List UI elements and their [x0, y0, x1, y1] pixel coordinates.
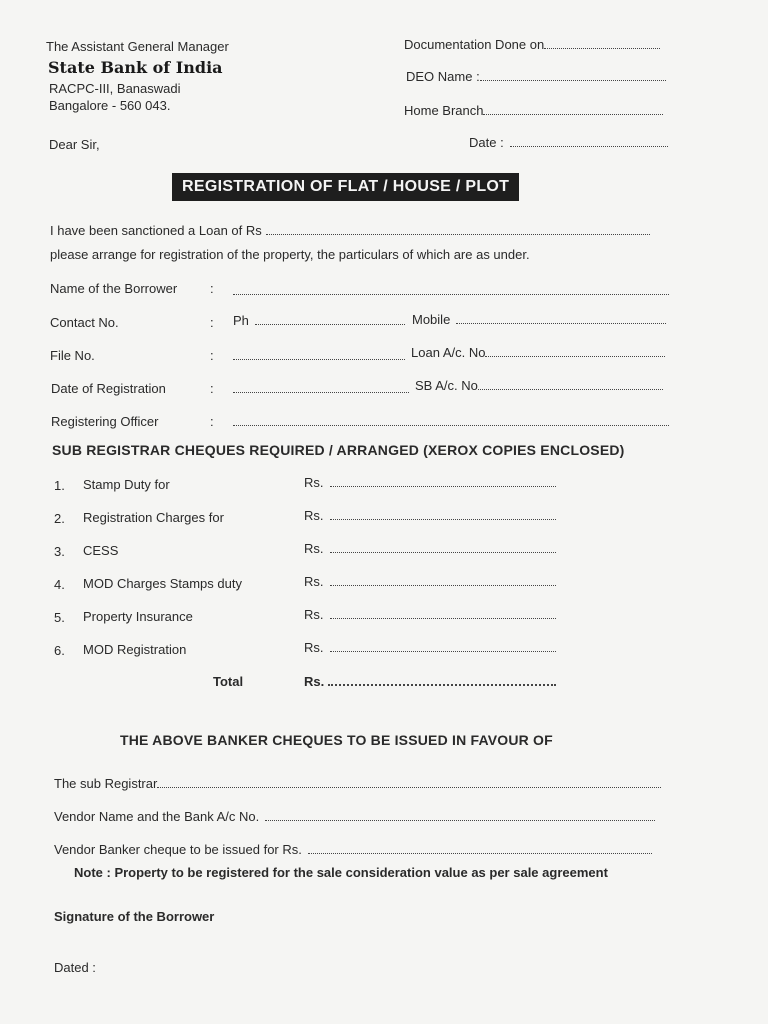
cheque-item-label: MOD Registration — [83, 642, 187, 657]
date-registration-blank[interactable] — [233, 381, 409, 393]
loan-ac-blank[interactable] — [485, 345, 665, 357]
deo-name-blank[interactable] — [480, 69, 666, 81]
mobile-field[interactable] — [412, 312, 666, 327]
vendor-blank[interactable] — [265, 809, 655, 821]
currency-label: Rs. — [304, 508, 324, 523]
addressee-line1: The Assistant General Manager — [46, 39, 229, 54]
borrower-colon: : — [210, 281, 214, 296]
cheque-item-amount[interactable] — [304, 607, 556, 622]
vendor-cheque-blank[interactable] — [308, 842, 652, 854]
sb-ac-blank[interactable] — [478, 378, 663, 390]
documentation-label: Documentation Done on — [404, 37, 545, 52]
signature-label: Signature of the Borrower — [54, 909, 215, 924]
amount-blank[interactable] — [330, 541, 556, 553]
amount-blank[interactable] — [330, 607, 556, 619]
cheque-item-amount[interactable] — [304, 640, 556, 655]
bank-name: State Bank of India — [48, 58, 223, 77]
vendor-label: Vendor Name and the Bank A/c No. — [54, 809, 260, 824]
borrower-blank[interactable] — [233, 283, 669, 295]
phone-label: Ph — [233, 313, 249, 328]
borrower-label: Name of the Borrower — [50, 281, 178, 296]
contact-label: Contact No. — [50, 315, 119, 330]
phone-blank[interactable] — [255, 313, 405, 325]
loan-ac-field[interactable] — [411, 345, 665, 360]
sub-registrar-blank[interactable] — [157, 776, 661, 788]
file-no-label: File No. — [50, 348, 95, 363]
sb-ac-label: SB A/c. No — [415, 378, 478, 393]
deo-name-field[interactable] — [406, 69, 666, 84]
cheque-item-label: Property Insurance — [83, 609, 193, 624]
registering-officer-blank[interactable] — [233, 414, 669, 426]
registering-officer-colon: : — [210, 414, 214, 429]
cheques-heading: SUB REGISTRAR CHEQUES REQUIRED / ARRANGED (XEROX COPIES ENCLOSED) — [52, 442, 625, 458]
phone-field[interactable] — [233, 313, 405, 328]
note-text: Note : Property to be registered for the sale consideration value as per sale agreement — [74, 865, 608, 880]
home-branch-label: Home Branch — [404, 103, 484, 118]
cheque-item-amount[interactable] — [304, 574, 556, 589]
cheque-item-num: 1. — [54, 478, 65, 493]
documentation-blank[interactable] — [544, 37, 660, 49]
amount-blank[interactable] — [330, 475, 556, 487]
addressee-line4: Bangalore - 560 043. — [49, 98, 171, 113]
loan-amount-label: I have been sanctioned a Loan of Rs — [50, 223, 262, 238]
cheque-item-num: 5. — [54, 610, 65, 625]
vendor-field[interactable] — [54, 809, 655, 824]
cheque-item-label: MOD Charges Stamps duty — [83, 576, 242, 591]
loan-amount-blank[interactable] — [266, 223, 650, 235]
registering-officer-label: Registering Officer — [51, 414, 159, 429]
mobile-label: Mobile — [412, 312, 451, 327]
home-branch-blank[interactable] — [483, 103, 663, 115]
cheque-item-label: Registration Charges for — [83, 510, 224, 525]
currency-label: Rs. — [304, 475, 324, 490]
deo-name-label: DEO Name : — [406, 69, 480, 84]
loan-ac-label: Loan A/c. No — [411, 345, 486, 360]
currency-label: Rs. — [304, 607, 324, 622]
file-no-colon: : — [210, 348, 214, 363]
file-no-blank[interactable] — [233, 348, 405, 360]
currency-label: Rs. — [304, 674, 325, 689]
date-field[interactable] — [469, 135, 668, 150]
cheque-item-num: 3. — [54, 544, 65, 559]
cheque-item-amount[interactable] — [304, 508, 556, 523]
amount-blank[interactable] — [330, 640, 556, 652]
addressee-line3: RACPC-III, Banaswadi — [49, 81, 181, 96]
mobile-blank[interactable] — [456, 312, 666, 324]
form-title: REGISTRATION OF FLAT / HOUSE / PLOT — [172, 173, 519, 201]
total-amount[interactable] — [304, 673, 556, 689]
sub-registrar-label: The sub Registrar — [54, 776, 158, 791]
cheque-item-amount[interactable] — [304, 475, 556, 490]
date-registration-colon: : — [210, 381, 214, 396]
sb-ac-field[interactable] — [415, 378, 663, 393]
cheque-item-num: 6. — [54, 643, 65, 658]
dated-label: Dated : — [54, 960, 96, 975]
amount-blank[interactable] — [330, 508, 556, 520]
date-registration-label: Date of Registration — [51, 381, 166, 396]
sub-registrar-field[interactable] — [54, 776, 661, 791]
contact-colon: : — [210, 315, 214, 330]
date-label: Date : — [469, 135, 504, 150]
total-blank[interactable] — [328, 673, 556, 686]
cheque-item-label: Stamp Duty for — [83, 477, 170, 492]
vendor-cheque-field[interactable] — [54, 842, 652, 857]
amount-blank[interactable] — [330, 574, 556, 586]
home-branch-field[interactable] — [404, 103, 663, 118]
loan-amount-field[interactable] — [50, 223, 650, 238]
total-label: Total — [213, 674, 244, 689]
intro-line2: please arrange for registration of the property, the particulars of which are as under. — [50, 247, 530, 262]
date-blank[interactable] — [510, 135, 668, 147]
documentation-field[interactable] — [404, 37, 660, 52]
currency-label: Rs. — [304, 640, 324, 655]
cheque-item-num: 2. — [54, 511, 65, 526]
cheque-item-num: 4. — [54, 577, 65, 592]
salutation: Dear Sir, — [49, 137, 100, 152]
favour-heading: THE ABOVE BANKER CHEQUES TO BE ISSUED IN FAVOUR OF — [120, 732, 553, 748]
currency-label: Rs. — [304, 541, 324, 556]
cheque-item-amount[interactable] — [304, 541, 556, 556]
currency-label: Rs. — [304, 574, 324, 589]
vendor-cheque-label: Vendor Banker cheque to be issued for Rs. — [54, 842, 302, 857]
cheque-item-label: CESS — [83, 543, 119, 558]
